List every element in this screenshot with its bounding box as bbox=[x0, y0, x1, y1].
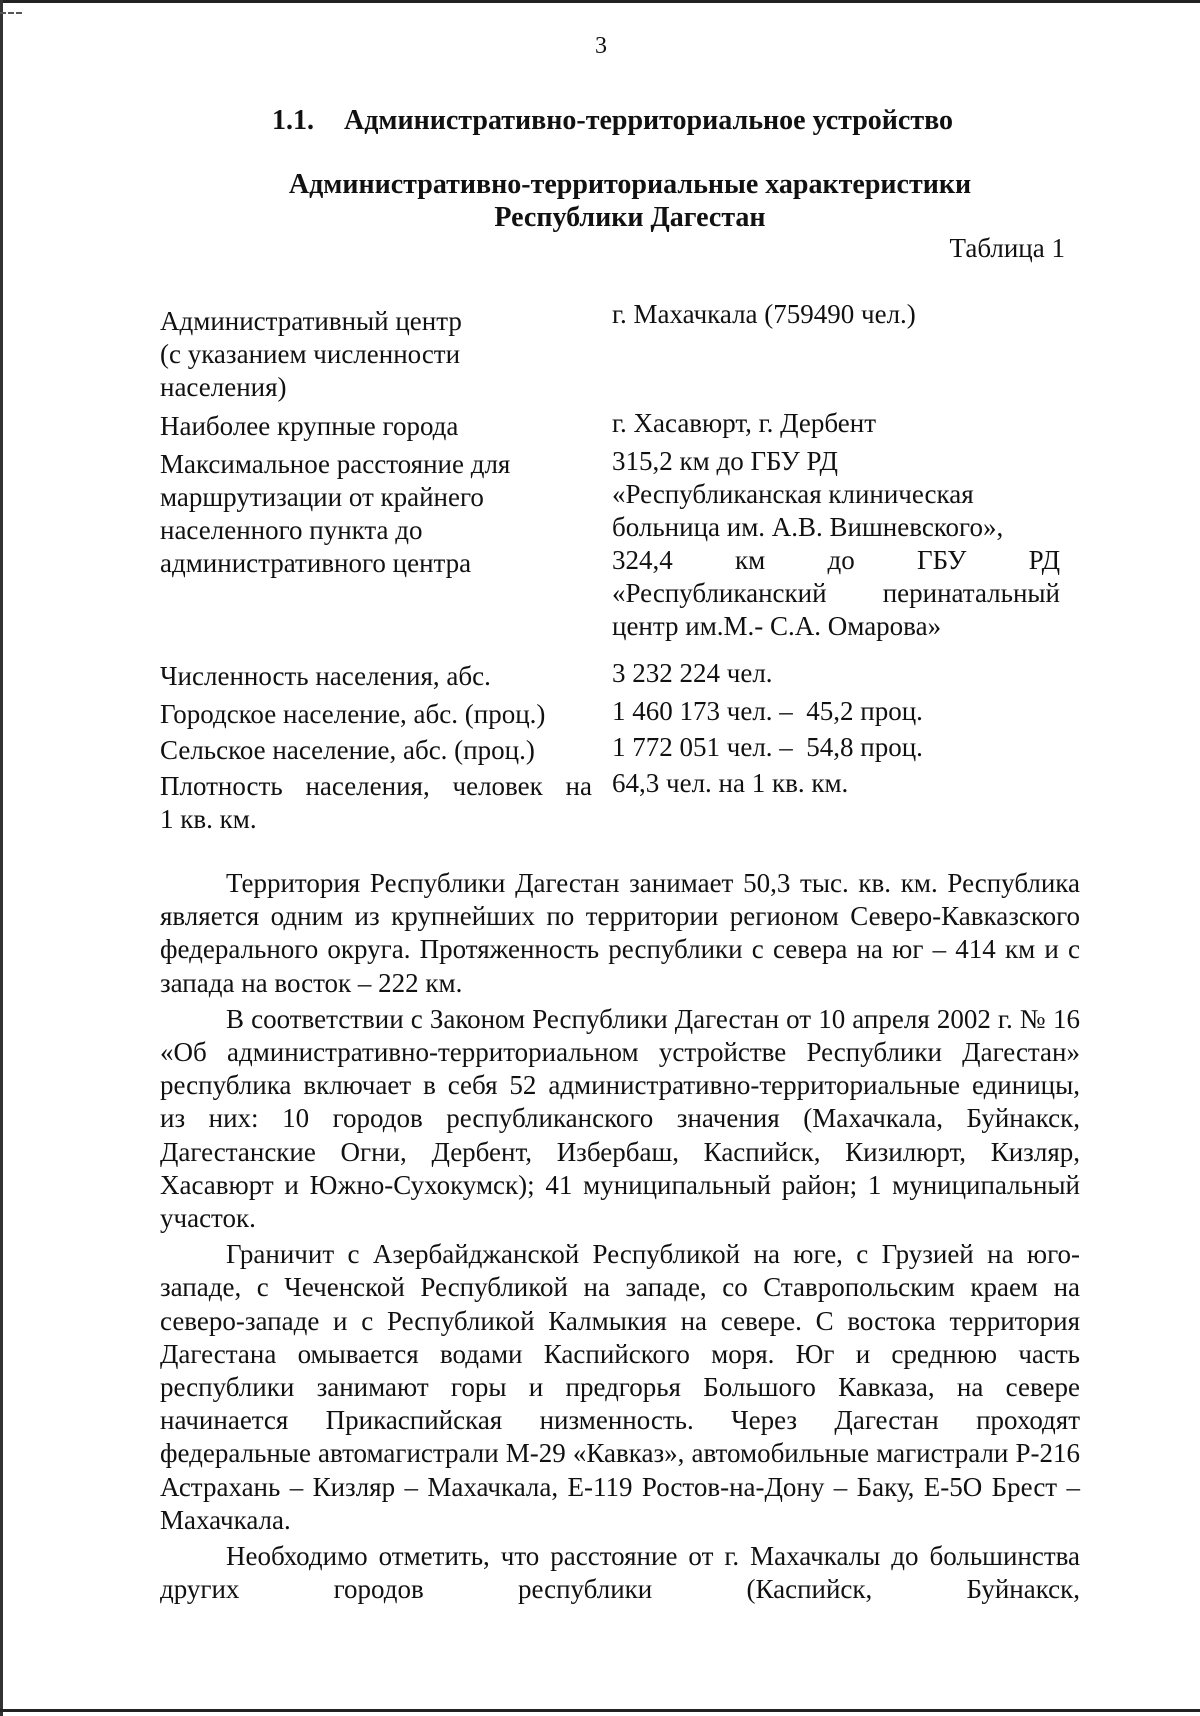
scan-edge-bottom bbox=[0, 1709, 1200, 1712]
row-value bbox=[612, 445, 1060, 643]
row-label bbox=[160, 305, 592, 404]
row-value-line: «Республиканская клиническая bbox=[612, 479, 974, 509]
row-label-line: населения) bbox=[160, 372, 287, 402]
table-label: Таблица 1 bbox=[949, 233, 1065, 263]
paragraph: В соответствии с Законом Республики Дагестан от 10 апреля 2002 г. № 16 «Об административно-территориальном устройстве Республики Дагестан» республика включает в себя 52 административно-территориальные единицы, из них: 10 городов республиканского значения (Махачкала, Буйнакск, Дагестанские Огни, Дербент, Избербаш, Каспийск, Кизилюрт, Кизляр, Хасавюрт и Южно-Сухокумск); 41 муниципальный район; 1 муниципальный участок. bbox=[160, 1003, 1080, 1234]
row-label-line: Численность населения, абс. bbox=[160, 661, 491, 691]
row-value-line: «Республиканский перинатальный bbox=[612, 578, 1060, 608]
row-value-line: 64,3 чел. на 1 кв. км. bbox=[612, 768, 849, 798]
scan-corner-mark bbox=[0, 0, 22, 14]
row-value bbox=[612, 298, 1060, 331]
row-label-line: (с указанием численности bbox=[160, 339, 461, 369]
row-value-line: г. Хасавюрт, г. Дербент bbox=[612, 408, 877, 438]
row-label-line: маршрутизации от крайнего bbox=[160, 482, 484, 512]
row-value-line: 315,2 км до ГБУ РД bbox=[612, 446, 838, 476]
row-value-line: 324,4 км до ГБУ РД bbox=[612, 545, 1060, 575]
scan-edge-top bbox=[0, 0, 1200, 3]
row-label bbox=[160, 410, 592, 443]
row-value bbox=[612, 767, 1060, 800]
table-title-line-1: Административно-территориальные характеристики bbox=[288, 169, 972, 200]
row-label bbox=[160, 698, 592, 731]
row-label bbox=[160, 734, 592, 767]
row-label-line: Административный центр bbox=[160, 306, 462, 336]
row-label bbox=[160, 448, 592, 580]
section-title: Административно-территориальное устройство bbox=[344, 105, 954, 136]
page-number: 3 bbox=[595, 33, 607, 59]
row-label bbox=[160, 660, 592, 693]
row-label-line: Сельское население, абс. (проц.) bbox=[160, 735, 535, 765]
section-heading bbox=[272, 104, 953, 137]
row-value bbox=[612, 695, 1060, 728]
row-label bbox=[160, 770, 592, 836]
body-text bbox=[160, 867, 1080, 1606]
section-number: 1.1. bbox=[272, 105, 314, 136]
row-label-line: населенного пункта до bbox=[160, 515, 423, 545]
row-value-line: 1 772 051 чел. – 54,8 проц. bbox=[612, 732, 923, 762]
row-value-line: центр им.М.- С.А. Омарова» bbox=[612, 611, 942, 641]
row-value-line: больница им. А.В. Вишневского», bbox=[612, 512, 1004, 542]
row-value-line: 3 232 224 чел. bbox=[612, 658, 773, 688]
paragraph: Территория Республики Дагестан занимает 50,3 тыс. кв. км. Республика является одним из крупнейших по территории регионом Северо-Кавказского федерального округа. Протяженность республики с севера на юг – 414 км и с запада на восток – 222 км. bbox=[160, 868, 1080, 998]
table-title-line-2: Республики Дагестан bbox=[494, 202, 766, 233]
row-label-line: Наиболее крупные города bbox=[160, 411, 459, 441]
row-value-line: 1 460 173 чел. – 45,2 проц. bbox=[612, 696, 923, 726]
row-value bbox=[612, 731, 1060, 764]
row-label-line: Плотность населения, человек на bbox=[160, 771, 592, 801]
row-value-line: г. Махачкала (759490 чел.) bbox=[612, 299, 916, 329]
row-value bbox=[612, 407, 1060, 440]
paragraph: Необходимо отметить, что расстояние от г. Махачкалы до большинства других городов республики (Каспийск, Буйнакск, bbox=[160, 1541, 1080, 1605]
row-value bbox=[612, 657, 1060, 690]
paragraph: Граничит с Азербайджанской Республикой на юге, с Грузией на юго-западе, с Чеченской Республикой на западе, со Ставропольским краем на северо-западе и с Республикой Калмыкия на севере. С востока территория Дагестана омывается водами Каспийского моря. Юг и среднюю часть республики занимают горы и предгорья Большого Кавказа, на севере начинается Прикаспийская низменность. Через Дагестан проходят федеральные автомагистрали М-29 «Кавказ», автомобильные магистрали Р-216 Астрахань – Кизляр – Махачкала, Е-119 Ростов-на-Дону – Баку, Е-5О Брест – Махачкала. bbox=[160, 1239, 1080, 1535]
row-label-line: 1 кв. км. bbox=[160, 804, 257, 834]
row-label-line: Городское население, абс. (проц.) bbox=[160, 699, 546, 729]
scan-edge-left bbox=[0, 0, 3, 1716]
row-label-line: Максимальное расстояние для bbox=[160, 449, 511, 479]
table-title bbox=[200, 168, 1060, 234]
row-label-line: административного центра bbox=[160, 548, 472, 578]
